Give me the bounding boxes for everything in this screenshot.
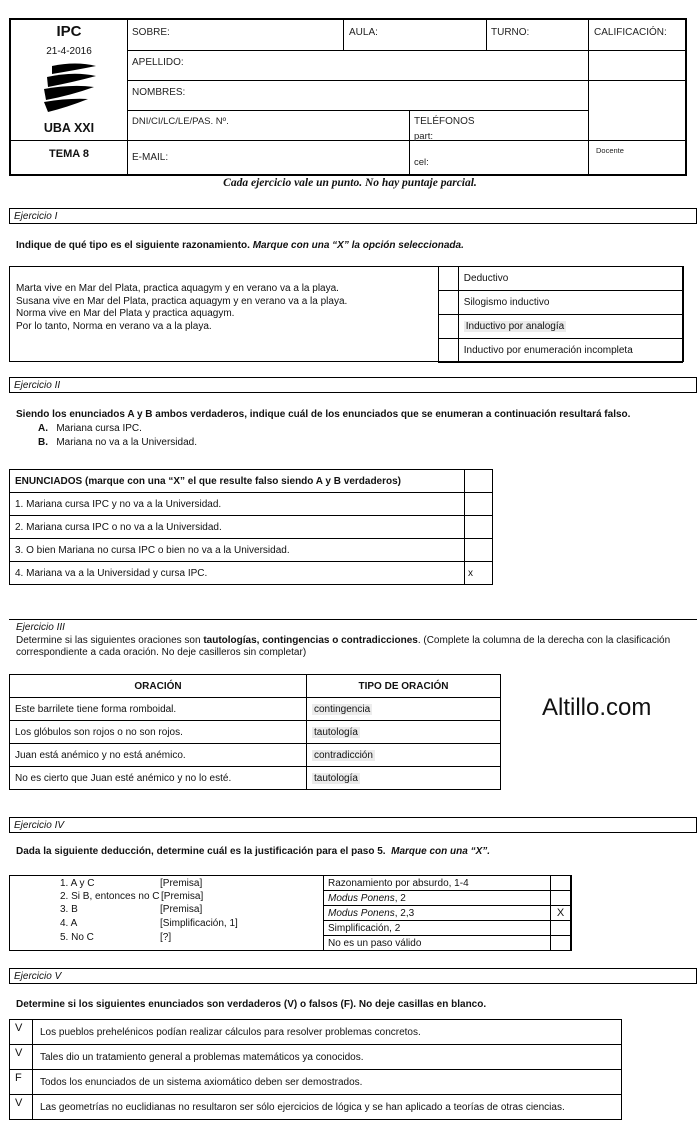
answer-box[interactable]: V: [10, 1020, 33, 1045]
statement-text: 4. Mariana va a la Universidad y cursa IPC.: [10, 562, 465, 585]
table-row: [10, 721, 501, 744]
option-checkbox[interactable]: [551, 936, 571, 951]
exam-date: 21-4-2016: [46, 46, 92, 57]
exercise-1-options: [438, 266, 683, 363]
column-header-tipo: TIPO DE ORACIÓN: [307, 675, 501, 698]
table-row: [10, 698, 501, 721]
step-justification: [Premisa]: [160, 878, 203, 889]
exercise-5-title: Ejercicio V: [9, 968, 697, 984]
option-label: Deductivo: [458, 267, 682, 291]
premise-line: Norma vive en Mar del Plata y practica aquagym.: [16, 308, 235, 319]
option-row: [324, 936, 571, 951]
table-row: [10, 1070, 622, 1095]
exercise-1-box: [9, 266, 684, 362]
step-justification: [Simplificación, 1]: [160, 918, 238, 929]
option-row: [439, 291, 683, 315]
option-label: Silogismo inductivo: [458, 291, 682, 315]
exercise-1-instruction: Indique de qué tipo es el siguiente razonamiento. Marque con una “X” la opción seleccionada.: [16, 240, 464, 251]
option-row: [324, 891, 571, 906]
premise-line: Susana vive en Mar del Plata, practica aquagym y en verano va a la playa.: [16, 295, 348, 307]
exercise-4-options: [323, 875, 571, 951]
option-row: [439, 267, 683, 291]
table-row: [10, 562, 493, 585]
watermark-text: Altillo.com: [542, 694, 652, 721]
sentence-cell: Juan está anémico y no está anémico.: [10, 744, 307, 767]
type-cell[interactable]: tautología: [307, 721, 501, 744]
table-row: [10, 539, 493, 562]
exercise-2-instruction: Siendo los enunciados A y B ambos verdaderos, indique cuál de los enunciados que se enumeran a continuación resultará falso.: [16, 409, 631, 420]
exercise-5-instruction: Determine si los siguientes enunciados son verdaderos (V) o falsos (F). No deje casillas en blanco.: [16, 999, 487, 1010]
table-row: [10, 1045, 622, 1070]
exercise-2-table: [9, 469, 493, 585]
exercise-4-box: [9, 875, 572, 951]
exercise-4-instruction: Dada la siguiente deducción, determine cuál es la justificación para el paso 5. Marque con una “X”.: [16, 846, 491, 857]
table-row: [10, 1095, 622, 1120]
step-justification: [Premisa]: [160, 904, 203, 915]
answer-box[interactable]: x: [465, 562, 493, 585]
step-justification: [Premisa]: [161, 891, 204, 902]
option-label: Simplificación, 2: [324, 921, 551, 936]
statement-a: A. Mariana cursa IPC.: [38, 423, 142, 434]
option-row: [439, 339, 683, 363]
option-checkbox[interactable]: [439, 315, 459, 339]
type-cell[interactable]: contradicción: [307, 744, 501, 767]
option-checkbox[interactable]: [439, 339, 459, 363]
calificacion-label: CALIFICACIÓN:: [594, 27, 667, 38]
answer-box[interactable]: F: [10, 1070, 33, 1095]
option-label: Razonamiento por absurdo, 1-4: [324, 876, 551, 891]
step-formula: 2. Si B, entonces no C: [60, 891, 160, 902]
course-code: IPC: [56, 23, 82, 40]
exercise-2-title: Ejercicio II: [9, 377, 697, 393]
statement-text: Todos los enunciados de un sistema axiomático deben ser demostrados.: [33, 1070, 622, 1095]
exercise-1-title: Ejercicio I: [9, 208, 697, 224]
email-label: E-MAIL:: [132, 152, 169, 163]
answer-box[interactable]: [465, 493, 493, 516]
step-justification: [?]: [160, 932, 172, 943]
option-label: Modus Ponens, 2: [324, 891, 551, 906]
exercise-3-table: [9, 674, 501, 790]
option-checkbox[interactable]: [551, 921, 571, 936]
statement-text: 1. Mariana cursa IPC y no va a la Universidad.: [10, 493, 465, 516]
option-label: No es un paso válido: [324, 936, 551, 951]
option-checkbox[interactable]: [551, 876, 571, 891]
step-formula: 3. B: [60, 904, 78, 915]
column-header-oracion: ORACIÓN: [10, 675, 307, 698]
exam-header: [9, 18, 687, 176]
statement-text: 3. O bien Mariana no cursa IPC o bien no va a la Universidad.: [10, 539, 465, 562]
cel-label: cel:: [414, 157, 429, 168]
table-header-box: [465, 470, 493, 493]
table-row: [10, 767, 501, 790]
institution-name: UBA XXI: [43, 121, 95, 135]
table-header-row: [10, 470, 493, 493]
exam-topic: TEMA 8: [49, 148, 89, 160]
exercise-3-instruction: Determine si las siguientes oraciones son tautologías, contingencias o contradicciones. (Complete la columna de la derecha con la clasificación correspondiente a cada oración. No deje casilleros sin completar): [16, 635, 671, 658]
exercise-1-premises: [16, 283, 347, 333]
scoring-note: Cada ejercicio vale un punto. No hay puntaje parcial.: [223, 177, 477, 189]
option-checkbox[interactable]: X: [551, 906, 571, 921]
sentence-cell: Este barrilete tiene forma romboidal.: [10, 698, 307, 721]
exercise-5-table: [9, 1019, 622, 1120]
premise-line: Marta vive en Mar del Plata, practica aquagym y en verano va a la playa.: [16, 283, 339, 294]
telefonos-label: TELÉFONOS: [414, 116, 475, 127]
statement-text: Los pueblos prehelénicos podían realizar cálculos para resolver problemas concretos.: [33, 1020, 622, 1045]
docente-label: Docente: [596, 146, 624, 155]
exercise-3-title: Ejercicio III: [9, 619, 697, 635]
dni-label: DNI/CI/LC/LE/PAS. Nº.: [132, 116, 229, 127]
answer-box[interactable]: V: [10, 1095, 33, 1120]
table-row: [10, 493, 493, 516]
option-checkbox[interactable]: [439, 291, 459, 315]
answer-box[interactable]: [465, 516, 493, 539]
table-row: [10, 744, 501, 767]
option-checkbox[interactable]: [439, 267, 459, 291]
statement-text: Tales dio un tratamiento general a problemas matemáticos ya conocidos.: [33, 1045, 622, 1070]
sobre-label: SOBRE:: [132, 27, 170, 38]
option-label: Inductivo por enumeración incompleta: [458, 339, 682, 363]
aula-label: AULA:: [349, 27, 378, 38]
type-cell[interactable]: contingencia: [307, 698, 501, 721]
option-label: Inductivo por analogía: [458, 315, 682, 339]
option-row: [324, 876, 571, 891]
part-label: part:: [414, 131, 434, 142]
exercise-4-title: Ejercicio IV: [9, 817, 697, 833]
apellido-label: APELLIDO:: [132, 57, 184, 68]
table-header-row: [10, 675, 501, 698]
nombres-label: NOMBRES:: [132, 87, 186, 98]
step-formula: 1. A y C: [60, 878, 95, 889]
option-row: [439, 315, 683, 339]
option-checkbox[interactable]: [551, 891, 571, 906]
statement-b: B. Mariana no va a la Universidad.: [38, 437, 197, 448]
step-formula: 5. No C: [60, 932, 94, 943]
sentence-cell: No es cierto que Juan esté anémico y no lo esté.: [10, 767, 307, 790]
option-row: [324, 921, 571, 936]
premise-line: Por lo tanto, Norma en verano va a la playa.: [16, 320, 212, 332]
answer-box[interactable]: [465, 539, 493, 562]
turno-label: TURNO:: [491, 27, 530, 38]
statement-text: 2. Mariana cursa IPC o no va a la Universidad.: [10, 516, 465, 539]
uba-xxi-logo-icon: [42, 60, 98, 116]
step-formula: 4. A: [60, 918, 78, 929]
table-row: [10, 1020, 622, 1045]
option-row: [324, 906, 571, 921]
table-header: ENUNCIADOS (marque con una “X” el que resulte falso siendo A y B verdaderos): [10, 470, 465, 493]
answer-box[interactable]: V: [10, 1045, 33, 1070]
table-row: [10, 516, 493, 539]
sentence-cell: Los glóbulos son rojos o no son rojos.: [10, 721, 307, 744]
statement-text: Las geometrías no euclidianas no resultaron ser sólo ejercicios de lógica y se han aplicado a teorías de otras ciencias.: [33, 1095, 622, 1120]
option-label: Modus Ponens, 2,3: [324, 906, 551, 921]
type-cell[interactable]: tautología: [307, 767, 501, 790]
